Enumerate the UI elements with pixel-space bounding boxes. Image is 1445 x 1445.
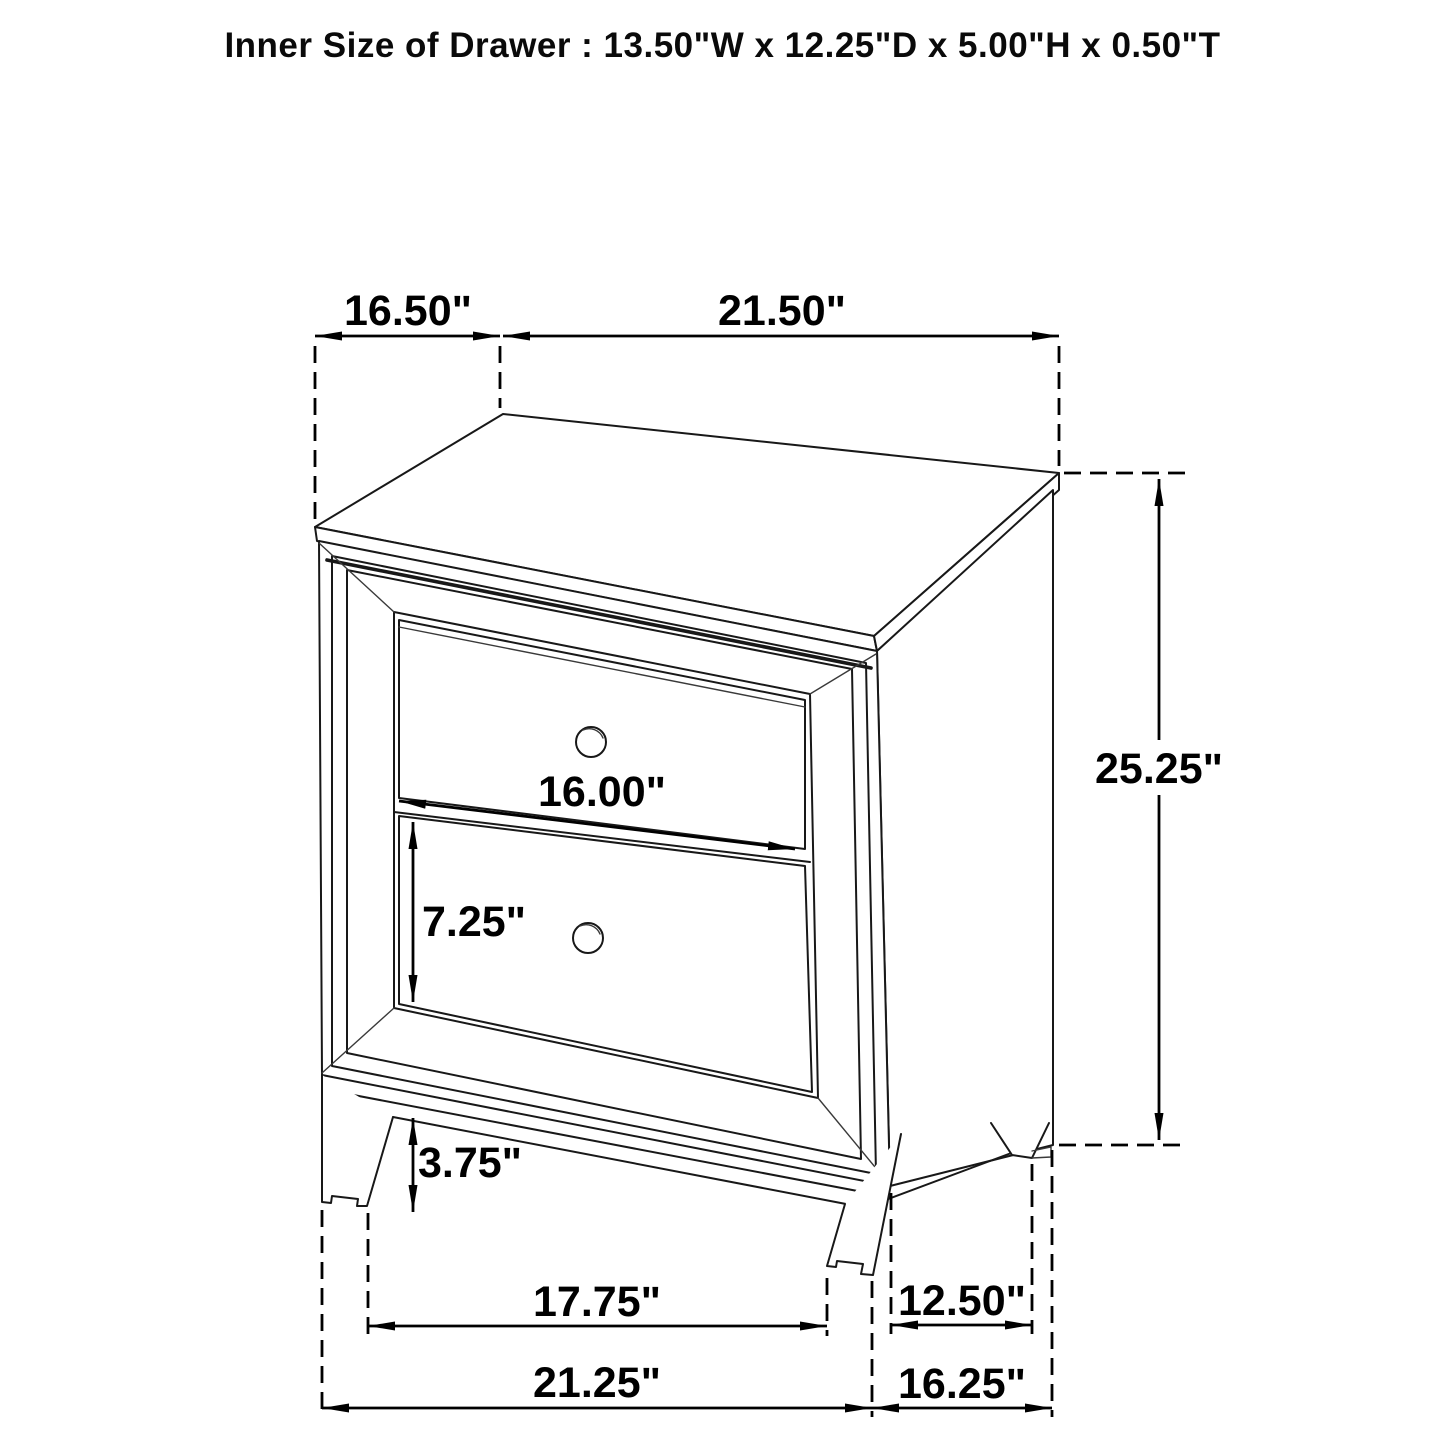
page-title: Inner Size of Drawer : 13.50"W x 12.25"D x 5.00"H x 0.50"T bbox=[224, 26, 1221, 65]
label-base-width: 21.25" bbox=[533, 1359, 661, 1407]
label-leg-clearance-height: 3.75" bbox=[417, 1139, 523, 1187]
label-bottom-drawer-height: 7.25" bbox=[421, 898, 527, 946]
label-front-leg-spacing: 17.75" bbox=[533, 1278, 661, 1326]
label-top-width: 21.50" bbox=[718, 287, 846, 335]
label-side-leg-spacing: 12.50" bbox=[898, 1277, 1026, 1325]
label-base-depth: 16.25" bbox=[898, 1360, 1026, 1408]
label-overall-height: 25.25" bbox=[1095, 745, 1223, 793]
label-drawer-front-width: 16.00" bbox=[538, 768, 666, 816]
front-left-leg bbox=[322, 1075, 393, 1206]
label-top-depth: 16.50" bbox=[344, 287, 472, 335]
front-face bbox=[319, 541, 890, 1186]
